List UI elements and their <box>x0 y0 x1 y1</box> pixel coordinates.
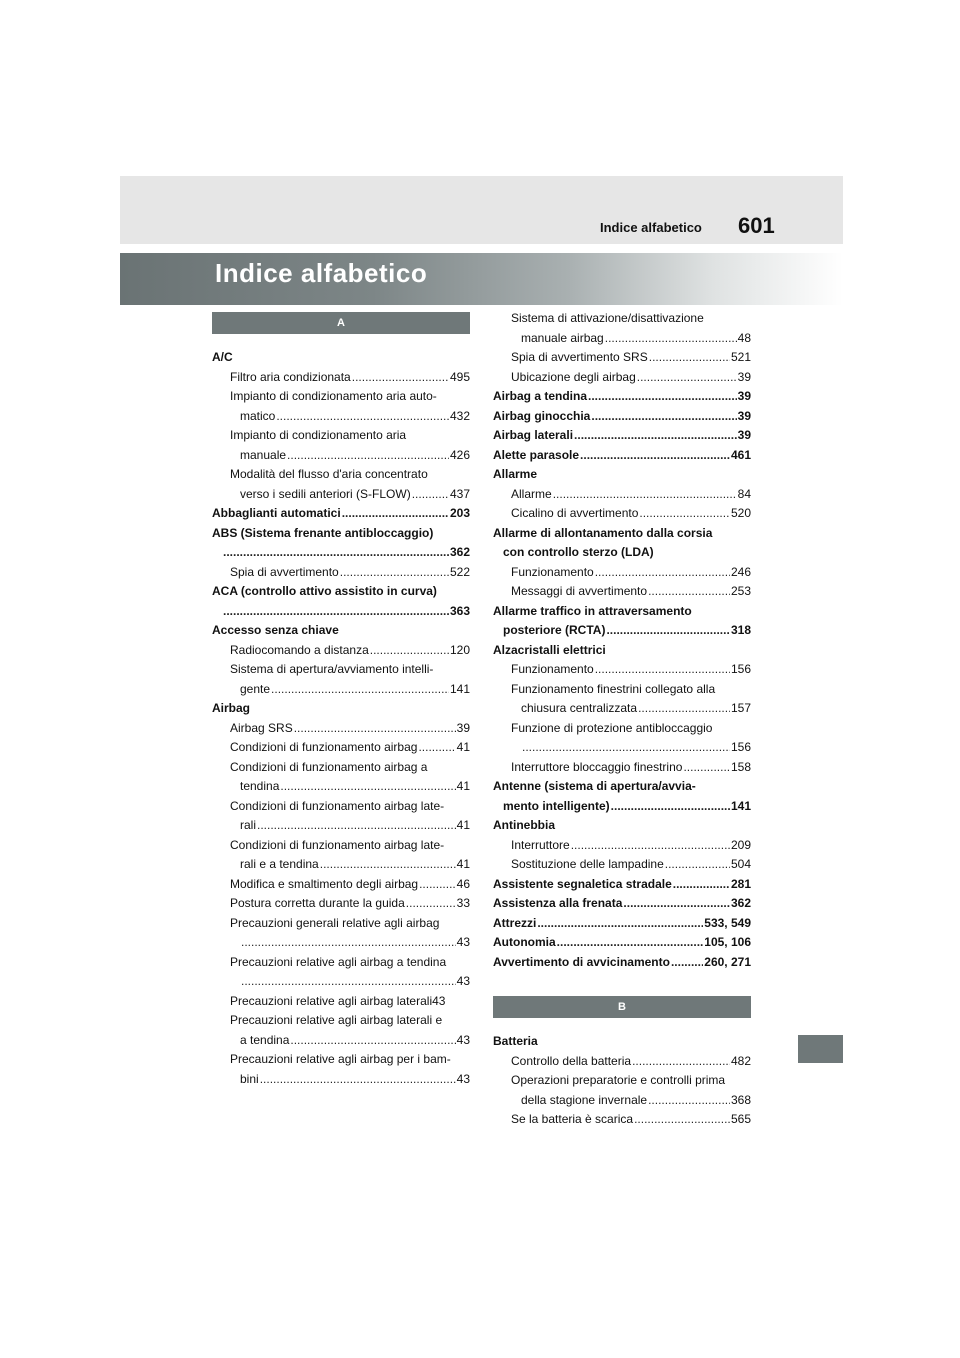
entry-label: manuale airbag <box>521 330 604 345</box>
entry-label: Funzionamento <box>511 564 594 579</box>
dot-leader <box>370 641 449 661</box>
entry-label: Alette parasole <box>493 447 580 462</box>
index-entry <box>212 543 470 563</box>
index-entry <box>493 348 751 368</box>
entry-label: Filtro aria condizionata <box>230 369 351 384</box>
entry-label: Precauzioni relative agli airbag laterali e <box>230 1013 443 1027</box>
index-entry <box>493 387 751 407</box>
entry-page: 39 <box>737 408 751 423</box>
index-entry <box>493 621 751 641</box>
entry-page: 482 <box>730 1053 751 1068</box>
entry-label: mento intelligente) <box>503 798 610 813</box>
index-entry <box>493 485 751 505</box>
index-entry <box>212 602 470 622</box>
dot-leader <box>280 777 455 797</box>
dot-leader <box>611 797 730 817</box>
dot-leader <box>260 1070 456 1090</box>
index-entry <box>493 329 751 349</box>
dot-leader <box>241 933 456 953</box>
index-entries-right <box>493 309 751 972</box>
index-entry <box>212 797 470 817</box>
entry-label: Precauzioni relative agli airbag laterali <box>230 993 433 1008</box>
index-entry <box>493 816 751 836</box>
dot-leader <box>223 602 449 622</box>
entry-label: Impianto di condizionamento aria <box>230 428 407 442</box>
index-entry <box>212 1011 470 1031</box>
index-entry <box>212 933 470 953</box>
index-entry <box>493 933 751 953</box>
dot-leader <box>320 855 456 875</box>
entry-label: Allarme traffico in attraversamento <box>493 603 692 618</box>
entry-page: 43 <box>456 935 470 949</box>
entry-page: 141 <box>449 681 470 696</box>
letter-spacer <box>212 334 470 348</box>
entry-page: 520 <box>730 506 751 520</box>
entry-label: Antenne (sistema di apertura/avvia- <box>493 779 696 793</box>
entry-label: Airbag <box>212 701 251 715</box>
index-entry <box>493 1110 751 1130</box>
entry-label: Sistema di attivazione/disattivazione <box>511 311 704 325</box>
entry-label: Airbag SRS <box>230 720 293 735</box>
entry-label: A/C <box>212 350 233 364</box>
dot-leader <box>342 504 449 524</box>
entry-label: posteriore (RCTA) <box>503 623 606 637</box>
entry-page: 565 <box>730 1112 751 1126</box>
dot-leader <box>574 426 737 446</box>
index-entry <box>212 1031 470 1051</box>
index-entry <box>493 407 751 427</box>
entry-page: 281 <box>730 876 751 891</box>
entry-label: della stagione invernale <box>521 1092 648 1107</box>
index-entry <box>493 426 751 446</box>
index-entry <box>493 1032 751 1052</box>
entry-label: Spia di avvertimento <box>230 564 339 579</box>
entry-label: Airbag laterali <box>493 428 574 442</box>
entry-label: verso i sedili anteriori (S-FLOW) <box>240 486 411 501</box>
dot-leader <box>591 407 736 427</box>
dot-leader <box>340 563 449 583</box>
entry-page: 533, 549 <box>704 915 751 930</box>
index-entry <box>493 1071 751 1091</box>
letter-heading-b: B <box>493 996 751 1018</box>
index-column-right <box>493 309 751 1130</box>
dot-leader <box>557 933 704 953</box>
dot-leader <box>638 699 730 719</box>
index-entry <box>212 816 470 836</box>
index-entry <box>212 426 470 446</box>
index-entry <box>212 524 470 544</box>
entry-label: Condizioni di funzionamento airbag a <box>230 759 428 774</box>
dot-leader <box>634 1110 730 1130</box>
entry-label: Modalità del flusso d'aria concentrato <box>230 467 428 481</box>
index-entry <box>212 894 470 914</box>
entry-page: 156 <box>730 740 751 754</box>
entry-page: 43 <box>456 1071 470 1086</box>
index-entry <box>212 855 470 875</box>
index-entry <box>493 563 751 583</box>
entry-label: chiusura centralizzata <box>521 701 638 715</box>
index-entry <box>493 602 751 622</box>
dot-leader <box>637 368 737 388</box>
index-entry <box>212 758 470 778</box>
entry-label: rali <box>240 818 257 832</box>
entry-page: 158 <box>730 759 751 774</box>
entry-page: 48 <box>737 330 751 345</box>
entry-label: Cicalino di avvertimento <box>511 506 639 520</box>
entry-page: 253 <box>730 584 751 598</box>
index-entry <box>212 504 470 524</box>
letter-spacer <box>493 1018 751 1032</box>
index-entry <box>212 387 470 407</box>
index-entries-left <box>212 348 470 1089</box>
letter-heading-a: A <box>212 312 470 334</box>
dot-leader <box>223 543 449 563</box>
entry-label: Condizioni di funzionamento airbag <box>230 740 418 754</box>
index-entry <box>493 1091 751 1111</box>
entry-label: Attrezzi <box>493 915 537 930</box>
entry-label: Sostituzione delle lampadine <box>511 857 664 871</box>
entry-label: Assistente segnaletica stradale <box>493 876 672 891</box>
entry-label: Autonomia <box>493 935 556 949</box>
index-entry <box>212 992 470 1012</box>
entry-page: 209 <box>730 837 751 852</box>
entry-label: Postura corretta durante la guida <box>230 896 405 910</box>
entry-page: 260, 271 <box>704 954 751 969</box>
entry-page: 362 <box>449 545 470 559</box>
index-entry <box>493 797 751 817</box>
entry-label: Messaggi di avvertimento <box>511 584 648 598</box>
index-entry <box>212 582 470 602</box>
dot-leader <box>673 875 730 895</box>
index-entry <box>212 699 470 719</box>
entry-page: 522 <box>449 564 470 579</box>
index-entry <box>212 348 470 368</box>
entry-page: 246 <box>730 564 751 579</box>
side-tab-marker <box>798 1035 843 1063</box>
page-number: 601 <box>738 213 775 238</box>
dot-leader <box>419 875 456 895</box>
entry-label: Antinebbia <box>493 818 555 832</box>
dot-leader <box>648 1091 730 1111</box>
entry-page: 41 <box>456 779 470 793</box>
entry-page: 157 <box>730 701 751 715</box>
entry-page: 84 <box>737 486 751 501</box>
entry-label: Abbaglianti automatici <box>212 506 341 520</box>
entry-label: Interruttore <box>511 837 570 852</box>
entry-page: 362 <box>730 896 751 910</box>
dot-leader <box>605 329 737 349</box>
entry-page: 41 <box>456 857 470 871</box>
header-band <box>120 176 843 244</box>
dot-leader <box>595 660 730 680</box>
index-column-left <box>212 312 470 1089</box>
index-entry <box>212 621 470 641</box>
index-entry <box>493 719 751 739</box>
index-entry <box>212 972 470 992</box>
entry-page: 141 <box>730 798 751 813</box>
header-section-title: Indice alfabetico <box>600 220 702 235</box>
entry-label: Allarme di allontanamento dalla corsia <box>493 525 713 540</box>
dot-leader <box>623 894 730 914</box>
entry-page: 437 <box>449 486 470 501</box>
entry-page: 43 <box>456 974 470 988</box>
entry-label: Precauzioni generali relative agli airbag <box>230 915 440 930</box>
index-entry <box>212 680 470 700</box>
index-entries-right-b <box>493 1032 751 1130</box>
entry-label: Operazioni preparatorie e controlli prima <box>511 1073 726 1087</box>
entry-page: 43 <box>456 1032 470 1047</box>
index-entry <box>212 1070 470 1090</box>
dot-leader <box>580 446 730 466</box>
index-entry <box>493 777 751 797</box>
index-entry <box>212 407 470 427</box>
index-entry <box>493 1052 751 1072</box>
dot-leader <box>522 738 730 758</box>
dot-leader <box>276 407 449 427</box>
entry-page: 105, 106 <box>704 935 751 949</box>
index-entry <box>493 894 751 914</box>
entry-label: Assistenza alla frenata <box>493 896 623 910</box>
index-entry <box>493 738 751 758</box>
entry-page: 33 <box>456 896 470 910</box>
entry-label: Allarme <box>493 467 538 481</box>
entry-page: 120 <box>449 642 470 657</box>
dot-leader <box>648 582 730 602</box>
index-entry <box>212 777 470 797</box>
index-entry <box>493 309 751 329</box>
page-title: Indice alfabetico <box>215 258 428 288</box>
index-entry <box>212 485 470 505</box>
entry-label: ACA (controllo attivo assistito in curva) <box>212 584 437 598</box>
entry-label: ABS (Sistema frenante antibloccaggio) <box>212 525 434 540</box>
index-entry <box>493 543 751 563</box>
entry-label: tendina <box>240 779 280 793</box>
entry-label: Precauzioni relative agli airbag per i bam- <box>230 1052 451 1066</box>
index-entry <box>212 1050 470 1070</box>
index-entry <box>493 680 751 700</box>
dot-leader <box>665 855 730 875</box>
dot-leader <box>406 894 456 914</box>
index-entry <box>212 738 470 758</box>
entry-page: 521 <box>730 350 751 364</box>
entry-label: Alzacristalli elettrici <box>493 642 606 657</box>
dot-leader <box>290 1031 455 1051</box>
entry-label: Funzionamento finestrini collegato alla <box>511 681 716 696</box>
index-entry <box>212 914 470 934</box>
entry-label: Batteria <box>493 1034 538 1048</box>
entry-page: 39 <box>456 720 470 735</box>
dot-leader <box>294 719 456 739</box>
entry-page: 41 <box>456 818 470 832</box>
index-entry <box>493 504 751 524</box>
entry-label: gente <box>240 681 271 696</box>
index-entry <box>212 836 470 856</box>
dot-leader <box>649 348 730 368</box>
entry-label: Allarme <box>511 486 552 501</box>
dot-leader <box>683 758 730 778</box>
dot-leader <box>352 368 449 388</box>
dot-leader <box>588 387 737 407</box>
entry-label: Airbag ginocchia <box>493 408 591 423</box>
index-entry <box>493 368 751 388</box>
entry-label: con controllo sterzo (LDA) <box>503 545 654 559</box>
index-entry <box>493 641 751 661</box>
index-entry <box>493 855 751 875</box>
index-entry <box>212 446 470 466</box>
dot-leader <box>606 621 730 641</box>
dot-leader <box>671 953 703 973</box>
entry-page: 504 <box>730 857 751 871</box>
dot-leader <box>257 816 456 836</box>
dot-leader <box>632 1052 730 1072</box>
entry-label: Modifica e smaltimento degli airbag <box>230 876 419 891</box>
index-entry <box>493 953 751 973</box>
index-entry <box>493 446 751 466</box>
entry-label: bini <box>240 1071 259 1086</box>
entry-label: Condizioni di funzionamento airbag late- <box>230 798 445 813</box>
entry-label: Controllo della batteria <box>511 1053 632 1068</box>
entry-page: 43 <box>432 993 446 1008</box>
entry-label: Impianto di condizionamento aria auto- <box>230 389 437 403</box>
entry-page: 318 <box>730 623 751 637</box>
index-entry <box>212 660 470 680</box>
entry-page: 426 <box>449 447 470 462</box>
entry-label: matico <box>240 408 276 423</box>
entry-page: 39 <box>737 428 751 442</box>
index-entry <box>493 914 751 934</box>
index-entry <box>493 836 751 856</box>
index-entry <box>493 758 751 778</box>
entry-label: Ubicazione degli airbag <box>511 369 636 384</box>
entry-page: 41 <box>456 740 470 754</box>
index-entry <box>493 582 751 602</box>
index-entry <box>493 660 751 680</box>
entry-label: Interruttore bloccaggio finestrino <box>511 759 683 774</box>
index-entry <box>212 875 470 895</box>
dot-leader <box>537 914 703 934</box>
entry-page: 495 <box>449 369 470 384</box>
entry-label: Condizioni di funzionamento airbag late- <box>230 837 445 852</box>
index-entry <box>493 699 751 719</box>
entry-page: 156 <box>730 662 751 676</box>
entry-page: 363 <box>449 603 470 618</box>
entry-page: 461 <box>730 447 751 462</box>
entry-label: rali e a tendina <box>240 857 319 871</box>
entry-label: Funzionamento <box>511 662 594 676</box>
entry-page: 39 <box>737 389 751 403</box>
dot-leader <box>271 680 449 700</box>
entry-page: 46 <box>456 876 470 891</box>
dot-leader <box>595 563 730 583</box>
dot-leader <box>412 485 449 505</box>
entry-label: Spia di avvertimento SRS <box>511 350 648 364</box>
index-entry <box>212 465 470 485</box>
dot-leader <box>287 446 449 466</box>
entry-page: 39 <box>737 369 751 384</box>
entry-page: 203 <box>449 506 470 520</box>
dot-leader <box>639 504 730 524</box>
index-entry <box>212 563 470 583</box>
index-entry <box>212 641 470 661</box>
entry-label: Funzione di protezione antibloccaggio <box>511 720 713 735</box>
dot-leader <box>418 738 455 758</box>
entry-label: Precauzioni relative agli airbag a tendina <box>230 954 447 969</box>
dot-leader <box>571 836 730 856</box>
entry-label: a tendina <box>240 1032 290 1047</box>
entry-label: Radiocomando a distanza <box>230 642 369 657</box>
entry-label: Se la batteria è scarica <box>511 1112 634 1126</box>
index-entry <box>212 368 470 388</box>
entry-page: 368 <box>730 1092 751 1107</box>
entry-label: Avvertimento di avvicinamento <box>493 954 670 969</box>
index-entry <box>212 953 470 973</box>
letter-spacer <box>493 972 751 996</box>
index-entry <box>212 719 470 739</box>
entry-label: Accesso senza chiave <box>212 623 339 637</box>
dot-leader <box>241 972 456 992</box>
entry-page: 432 <box>449 408 470 423</box>
index-entry <box>493 875 751 895</box>
dot-leader <box>553 485 737 505</box>
index-entry <box>493 465 751 485</box>
entry-label: Sistema di apertura/avviamento intelli- <box>230 662 434 676</box>
entry-label: manuale <box>240 447 287 462</box>
entry-label: Airbag a tendina <box>493 389 588 403</box>
index-entry <box>493 524 751 544</box>
